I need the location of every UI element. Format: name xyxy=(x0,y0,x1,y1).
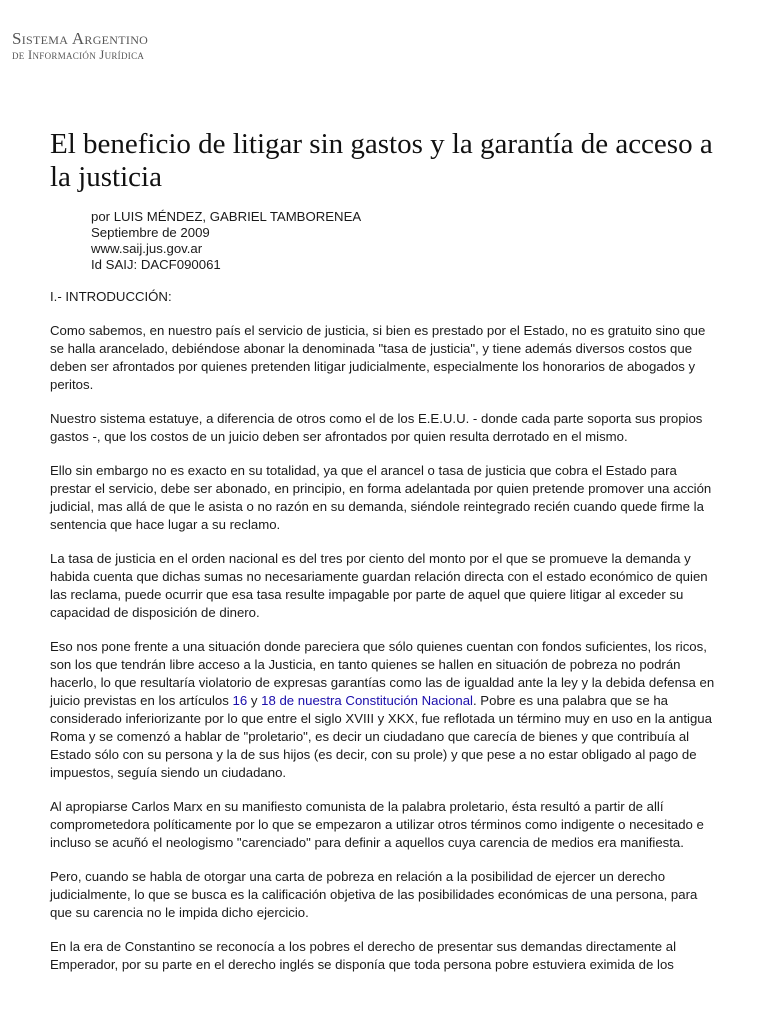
paragraph-2: Nuestro sistema estatuye, a diferencia de otros como el de los E.E.U.U. - donde cada parte soporta sus propios gastos -, que los costos de un juicio deben ser afrontados por quien resulta derrotado en el mismo. xyxy=(50,411,703,444)
link-constitution-article-18[interactable]: 18 de nuestra Constitución Nacional xyxy=(261,693,473,708)
section-heading: I.- INTRODUCCIÓN: xyxy=(50,289,172,304)
paragraph-5-text-b: y xyxy=(247,693,262,708)
document-body xyxy=(50,288,715,990)
paragraph-5-text-a: Eso nos pone frente a una situación donde pareciera que sólo quienes cuentan con fondos suficientes, los ricos, son los que tendrán libre acceso a la Justicia, en tanto quienes se hallen en situación de pobreza no podrán hacerlo, lo que resultaría violatorio de expresas garantías como las de igualdad ante la ley y la debida defensa en juicio previstas en los artículos xyxy=(50,639,715,708)
logo-line-1: Sistema Argentino xyxy=(12,29,149,48)
paragraph-1: Como sabemos, en nuestro país el servicio de justicia, si bien es prestado por el Estado, no es gratuito sino que se halla arancelado, debiéndose abonar la denominada "tasa de justicia", y tiene además diversos costos que deben ser afrontados por quienes pretenden litigar judicialmente, especialmente los honorarios de abogados y peritos. xyxy=(50,323,706,392)
author-line: por LUIS MÉNDEZ, GABRIEL TAMBORENEA xyxy=(91,209,362,224)
saij-logo xyxy=(12,30,148,63)
logo-line-2: de Información Jurídica xyxy=(12,48,145,62)
paragraph-6: Al apropiarse Carlos Marx en su manifiesto comunista de la palabra proletario, ésta resultó a partir de allí comprometedora políticamente por lo que se empezaron a utilizar otros términos como indigente o necesitado e incluso se acuñó el neologismo "carenciado" para definir a aquellos cuya carencia de medios era manifiesta. xyxy=(50,799,704,850)
document-meta xyxy=(91,209,361,273)
date-line: Septiembre de 2009 xyxy=(91,225,210,240)
paragraph-8: En la era de Constantino se reconocía a los pobres el derecho de presentar sus demandas directamente al Emperador, por su parte en el derecho inglés se disponía que toda persona pobre estuviera eximida de los xyxy=(50,939,677,972)
paragraph-4: La tasa de justicia en el orden nacional es del tres por ciento del monto por el que se promueve la demanda y habida cuenta que dichas sumas no necesariamente guardan relación directa con el estado económico de quien las reclama, puede ocurrir que esa tasa resulte impagable por parte de aquel que quiere litigar al exceder su capacidad de disposición de dinero. xyxy=(50,551,708,620)
paragraph-7: Pero, cuando se habla de otorgar una carta de pobreza en relación a la posibilidad de ejercer un derecho judicialmente, lo que se busca es la calificación objetiva de las posibilidades económicas de una persona, para que su carencia no le impida dicho ejercicio. xyxy=(50,869,698,920)
paragraph-5 xyxy=(50,638,715,782)
paragraph-5-text-c: . Pobre es una palabra que se ha considerado inferiorizante por lo que entre el siglo XVIII y XKX, fue reflotada un término muy en uso en la antigua Roma y se comenzó a hablar de "proletario", es decir un ciudadano que carecía de bienes y que contribuía al Estado sólo con su persona y la de sus hijos (es decir, con su prole) y que pese a no estar obligado al pago de impuestos, seguía siendo un ciudadano. xyxy=(50,693,712,780)
site-line: www.saij.jus.gov.ar xyxy=(91,241,203,256)
saij-id-line: Id SAIJ: DACF090061 xyxy=(91,257,221,272)
link-article-16[interactable]: 16 xyxy=(232,693,248,708)
paragraph-3: Ello sin embargo no es exacto en su totalidad, ya que el arancel o tasa de justicia que cobra el Estado para prestar el servicio, debe ser abonado, en principio, en forma adelantada por quien pretende promover una acción judicial, mas allá de que le asista o no razón en su demanda, siéndole reintegrado recién cuando quede firme la sentencia que hace lugar a su reclamo. xyxy=(50,463,712,532)
document-title: El beneficio de litigar sin gastos y la garantía de acceso a la justicia xyxy=(50,128,713,193)
